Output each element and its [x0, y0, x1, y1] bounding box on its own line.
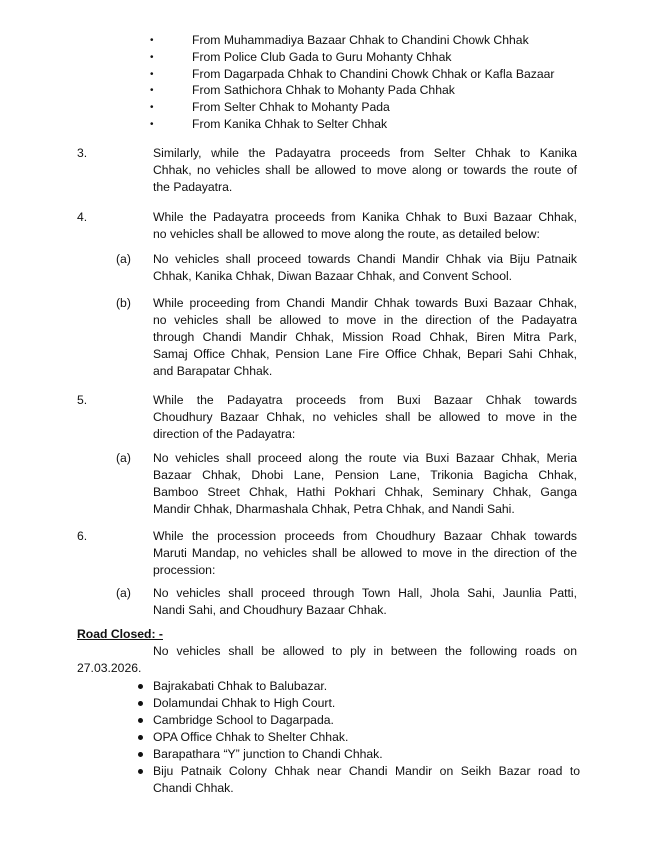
- text-line: While proceeding from Chandi Mandir Chhak towards Buxi Bazaar Chhak,: [153, 296, 577, 310]
- paragraph-text: [153, 251, 577, 285]
- paragraph-text: [153, 450, 577, 518]
- bullet-icon: [138, 735, 143, 740]
- list-item: [150, 66, 590, 83]
- paragraph-number: 4.: [77, 210, 88, 224]
- bullet-icon: •: [150, 102, 154, 114]
- text-line: the Padayatra.: [153, 180, 233, 194]
- route-text: From Muhammadiya Bazaar Chhak to Chandini Chowk Chhak: [192, 33, 529, 47]
- text-line: 27.03.2026.: [77, 661, 142, 675]
- text-line: Choudhury Bazaar Chhak, no vehicles shall be allowed to move in the: [153, 410, 577, 424]
- list-item: [135, 712, 580, 729]
- text-line: Chhak, no vehicles shall be allowed to move along or towards the route of: [153, 163, 577, 177]
- text-line: Bazaar Chhak, Dhobi Lane, Pension Lane, Trikonia Bagicha Chhak,: [153, 468, 577, 482]
- text-line: No vehicles shall be allowed to ply in between the following roads on: [153, 644, 577, 658]
- paragraph-text: [153, 209, 577, 243]
- route-text: From Dagarpada Chhak to Chandini Chowk Chhak or Kafla Bazaar: [192, 66, 555, 81]
- list-item: [135, 678, 580, 695]
- bullet-icon: [138, 752, 143, 757]
- list-item: [135, 746, 580, 763]
- list-item: [135, 763, 580, 797]
- text-line: Mandir Chhak, Dharmashala Chhak, Petra Chhak, and Nandi Sahi.: [153, 502, 515, 516]
- paragraph-text: [153, 145, 577, 196]
- bullet-icon: •: [150, 68, 154, 80]
- text-line: Chandi Chhak.: [153, 781, 234, 795]
- text-line: While the procession proceeds from Choudhury Bazaar Chhak towards: [153, 529, 577, 543]
- bullet-icon: •: [150, 118, 154, 130]
- paragraph-number: 6.: [77, 529, 88, 543]
- text-line: No vehicles shall proceed towards Chandi Mandir Chhak via Biju Patnaik: [153, 252, 577, 266]
- text-line: through Chandi Mandir Chhak, Mission Road Chhak, Biren Mitra Park,: [153, 330, 577, 344]
- road-text: Barapathara “Y” junction to Chandi Chhak.: [153, 747, 383, 761]
- text-line: While the Padayatra proceeds from Buxi Bazaar Chhak towards: [153, 393, 577, 407]
- route-list: [150, 32, 590, 133]
- bullet-icon: •: [150, 35, 154, 46]
- text-line: Maruti Mandap, no vehicles shall be allowed to move in the direction of the: [153, 546, 577, 560]
- route-text: From Police Club Gada to Guru Mohanty Chhak: [192, 49, 452, 64]
- text-line: Nandi Sahi, and Choudhury Bazaar Chhak.: [153, 603, 387, 617]
- paragraph-text: [153, 585, 577, 619]
- bullet-icon: [138, 769, 143, 774]
- road-text: Cambridge School to Dagarpada.: [153, 713, 334, 727]
- road-closed-intro: [77, 643, 577, 677]
- bullet-icon: [138, 701, 143, 706]
- text-line: no vehicles shall be allowed to move in the direction of the Padayatra: [153, 313, 577, 327]
- paragraph-number: 3.: [77, 146, 88, 160]
- text-line: direction of the Padayatra:: [153, 427, 296, 441]
- paragraph-text: [153, 528, 577, 579]
- road-text: Dolamundai Chhak to High Court.: [153, 696, 336, 710]
- list-item: [150, 32, 590, 49]
- sub-paragraph-letter: (a): [116, 252, 131, 266]
- text-line: Samaj Office Chhak, Pension Lane Fire Office Chhak, Bepari Sahi Chhak,: [153, 347, 577, 361]
- road-text: Bajrakabati Chhak to Balubazar.: [153, 679, 328, 693]
- list-item: [150, 99, 590, 116]
- text-line: Chhak, Kanika Chhak, Diwan Bazaar Chhak, and Convent School.: [153, 269, 513, 283]
- bullet-icon: •: [150, 51, 154, 63]
- paragraph-number: 5.: [77, 393, 88, 407]
- list-item: [135, 695, 580, 712]
- text-line: While the Padayatra proceeds from Kanika Chhak to Buxi Bazaar Chhak,: [153, 210, 577, 224]
- road-text: OPA Office Chhak to Shelter Chhak.: [153, 730, 349, 744]
- text-line: Similarly, while the Padayatra proceeds from Selter Chhak to Kanika: [153, 146, 577, 160]
- text-line: Bamboo Street Chhak, Hathi Pokhari Chhak, Seminary Chhak, Ganga: [153, 485, 577, 499]
- bullet-icon: •: [150, 85, 154, 97]
- list-item: [135, 729, 580, 746]
- paragraph-text: [153, 295, 577, 380]
- text-line: no vehicles shall be allowed to move along the route, as detailed below:: [153, 227, 540, 241]
- bullet-icon: [138, 684, 143, 689]
- text-line: No vehicles shall proceed along the route via Buxi Bazaar Chhak, Meria: [153, 451, 577, 465]
- paragraph-text: [153, 392, 577, 443]
- sub-paragraph-letter: (a): [116, 586, 131, 600]
- route-text: From Selter Chhak to Mohanty Pada: [192, 100, 390, 115]
- list-item: [150, 116, 590, 133]
- text-line: No vehicles shall proceed through Town Hall, Jhola Sahi, Jaunlia Patti,: [153, 586, 577, 600]
- list-item: [150, 49, 590, 66]
- text-line: and Barapatar Chhak.: [153, 364, 273, 378]
- text-line: Biju Patnaik Colony Chhak near Chandi Mandir on Seikh Bazar road to: [153, 764, 580, 778]
- list-item: [150, 82, 590, 99]
- road-closed-heading: Road Closed: -: [77, 627, 163, 641]
- sub-paragraph-letter: (b): [116, 296, 131, 310]
- road-closed-list: [135, 678, 580, 797]
- route-text: From Sathichora Chhak to Mohanty Pada Chhak: [192, 83, 455, 98]
- text-line: procession:: [153, 563, 216, 577]
- route-text: From Kanika Chhak to Selter Chhak: [192, 116, 388, 131]
- bullet-icon: [138, 718, 143, 723]
- sub-paragraph-letter: (a): [116, 451, 131, 465]
